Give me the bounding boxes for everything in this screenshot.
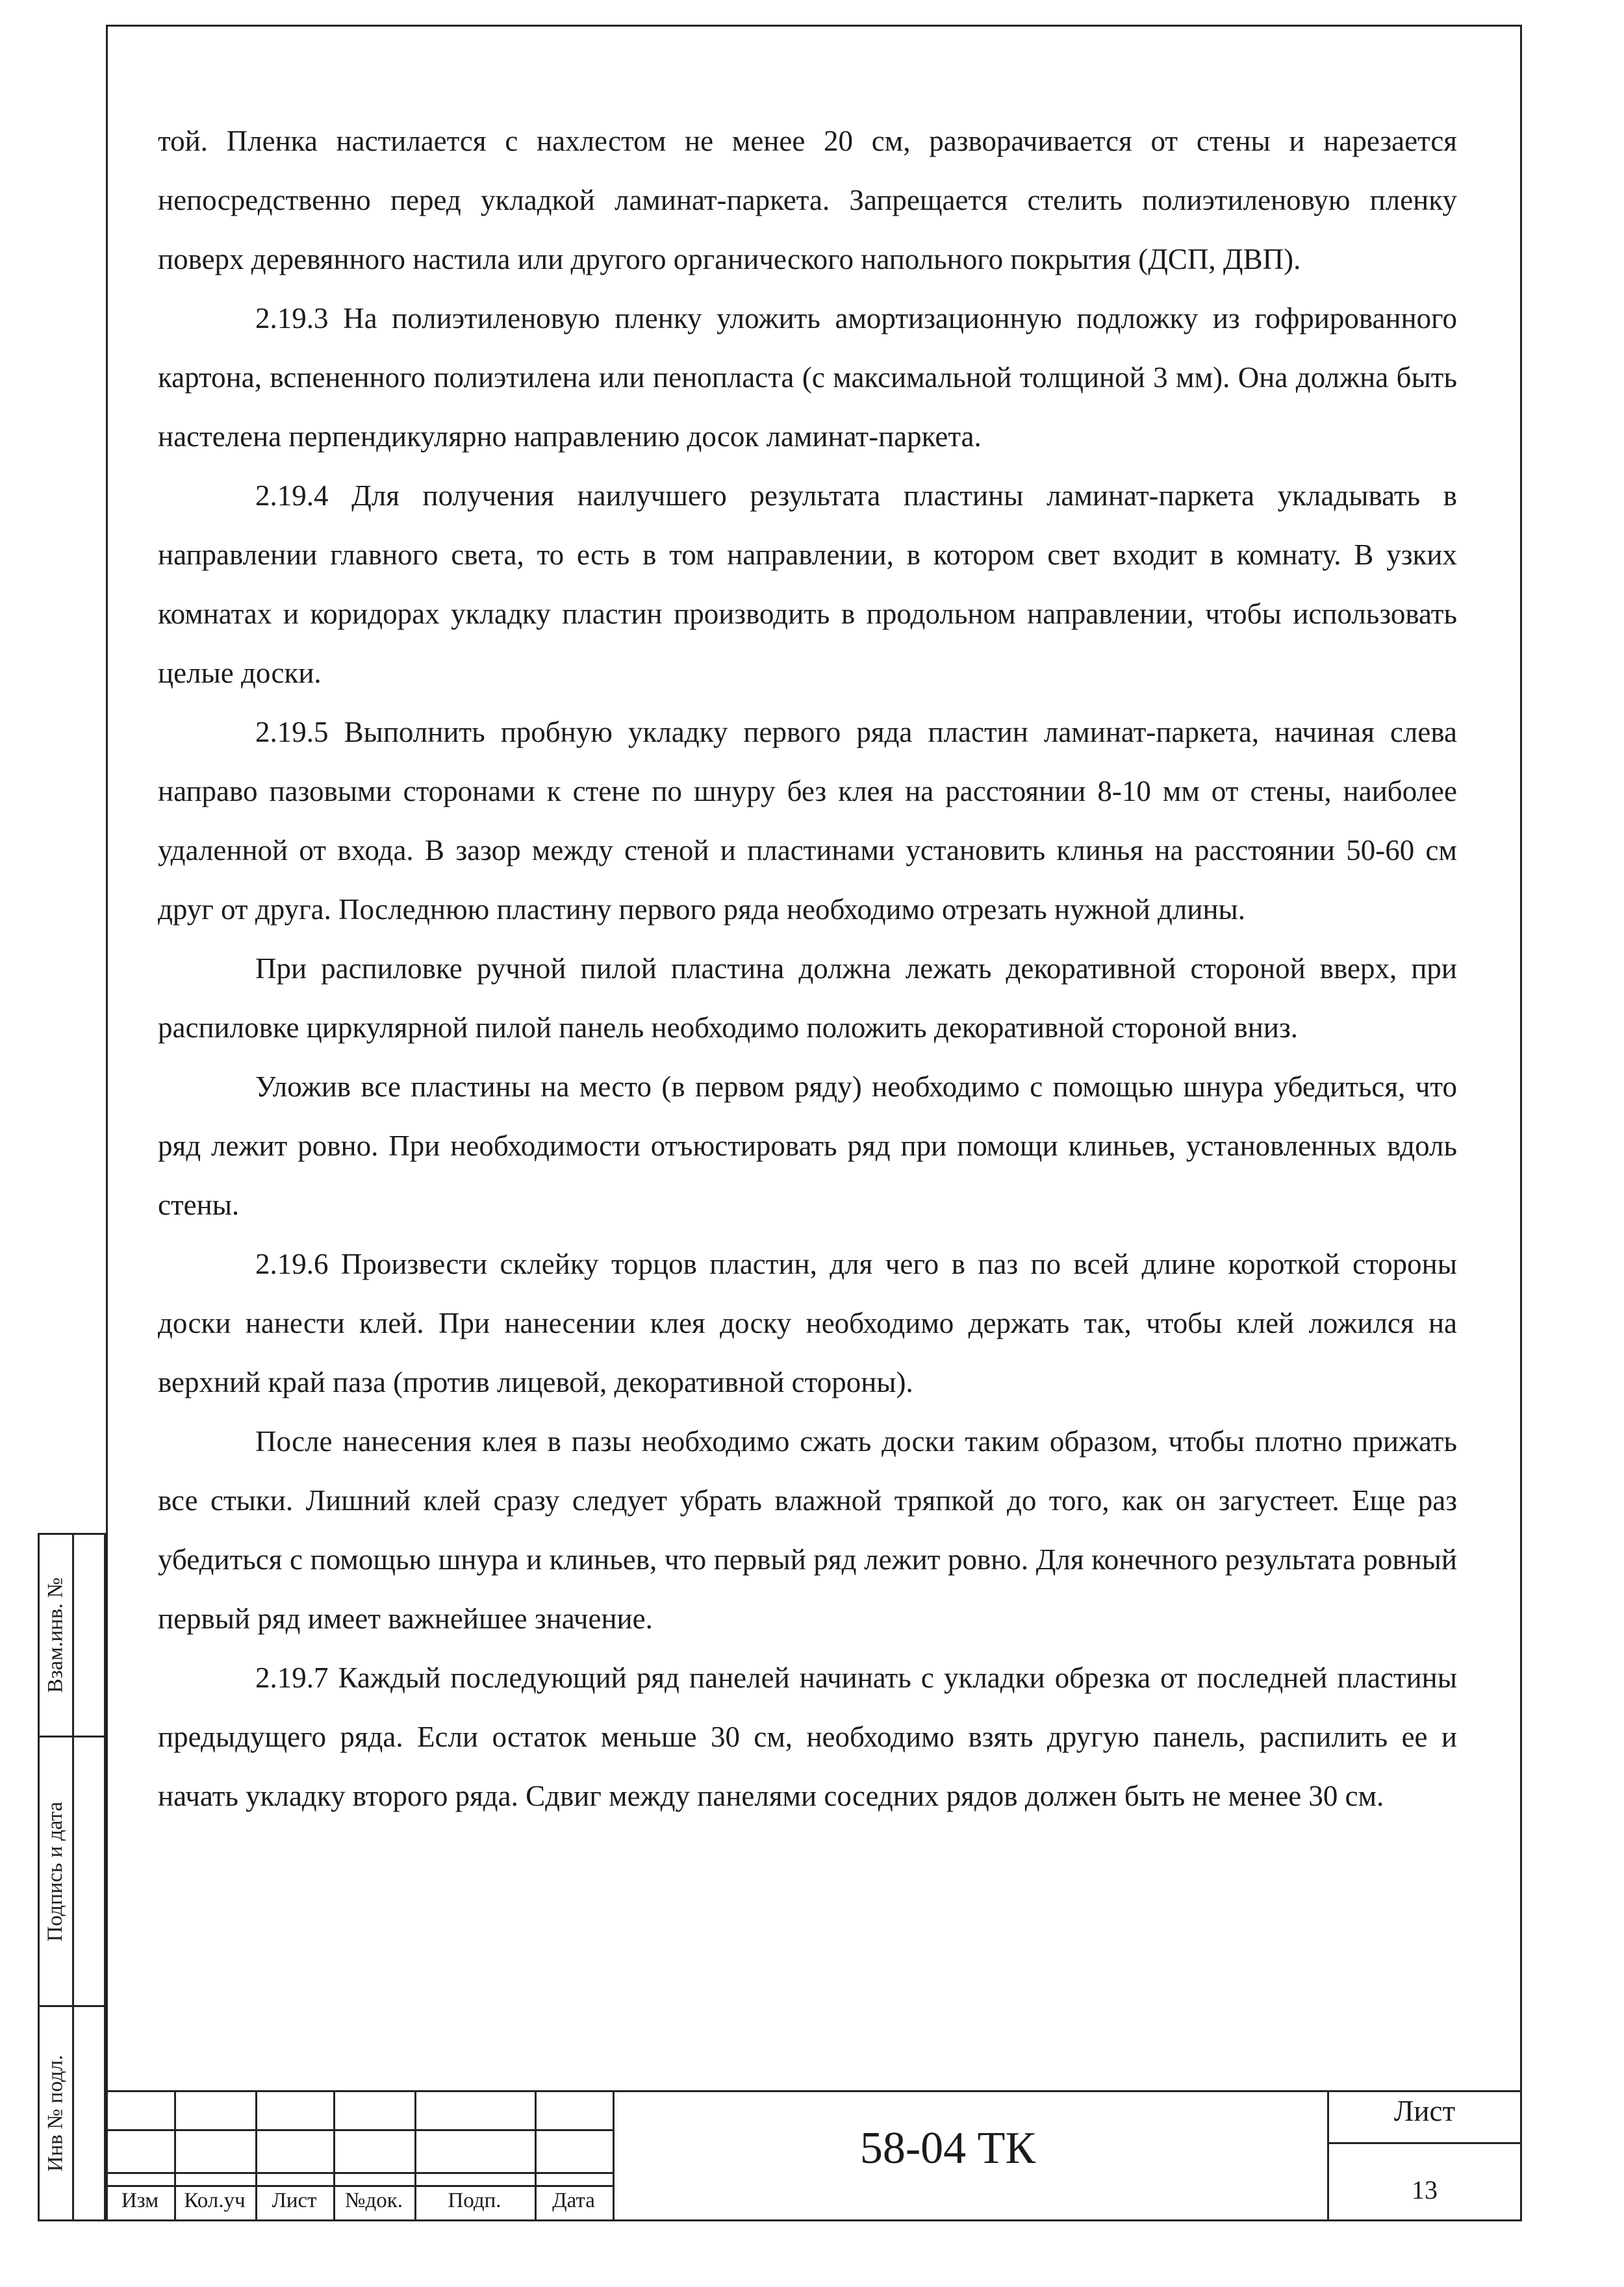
- paragraph: Уложив все пластины на место (в первом ряду) необходимо с помощью шнура убедиться, что ряд лежит ровно. При необходимости отъюстировать ряд при помощи клиньев, установленных вдоль стены.: [158, 1070, 1457, 1221]
- side-stamp: [38, 1533, 106, 2221]
- paragraph: той. Пленка настилается с нахлестом не менее 20 см, разворачивается от стены и нарезается непосредственно перед укладкой ламинат-паркета. Запрещается стелить полиэтиленовую пленку поверх деревянного настила или другого органического напольного покрытия (ДСП, ДВП).: [158, 125, 1457, 275]
- col-list: Лист: [272, 2189, 317, 2212]
- vzam-inv-label: Взам.инв. №: [44, 1577, 68, 1693]
- side-cell-vzam: [38, 1533, 106, 1737]
- col-izm: Изм: [121, 2189, 159, 2212]
- paragraph: 2.19.5 Выполнить пробную укладку первого ряда пластин ламинат-паркета, начиная слева направо пазовыми сторонами к стене по шнуру без клея на расстоянии 8-10 мм от стены, наиболее удаленной от входа. В зазор между стеной и пластинами установить клинья на расстоянии 50-60 см друг от друга. Последнюю пластину первого ряда необходимо отрезать нужной длины.: [158, 716, 1457, 926]
- side-cell-podpis: [38, 1736, 106, 2007]
- col-ndok: №док.: [344, 2189, 403, 2212]
- sheet-label: Лист: [1393, 2095, 1456, 2127]
- side-cell-inv: [38, 2005, 106, 2221]
- col-kol-uch: Кол.уч: [184, 2189, 246, 2212]
- paragraph: 2.19.7 Каждый последующий ряд панелей начинать с укладки обрезка от последней пластины предыдущего ряда. Если остаток меньше 30 см, необходимо взять другую панель, распилить ее и начать укладку второго ряда. Сдвиг между панелями соседних рядов должен быть не менее 30 см.: [158, 1662, 1457, 1812]
- paragraph: После нанесения клея в пазы необходимо сжать доски таким образом, чтобы плотно прижать все стыки. Лишний клей сразу следует убрать влажной тряпкой до того, как он загустеет. Еще раз убедиться с помощью шнура и клиньев, что первый ряд лежит ровно. Для конечного результата ровный первый ряд имеет важнейшее значение.: [158, 1425, 1457, 1635]
- title-block: [106, 2090, 1522, 2221]
- document-body: [158, 112, 1457, 1826]
- paragraph: 2.19.6 Произвести склейку торцов пластин, для чего в паз по всей длине короткой стороны доски нанести клей. При нанесении клея доску необходимо держать так, чтобы клей ложился на верхний край паза (против лицевой, декоративной стороны).: [158, 1248, 1457, 1398]
- sheet-number: 13: [1412, 2175, 1438, 2205]
- paragraph: При распиловке ручной пилой пластина должна лежать декоративной стороной вверх, при распиловке циркулярной пилой панель необходимо положить декоративной стороной вниз.: [158, 952, 1457, 1044]
- inv-podl-label: Инв № подл.: [44, 2054, 68, 2172]
- col-podp: Подп.: [448, 2189, 501, 2212]
- podpis-data-label: Подпись и дата: [44, 1801, 68, 1941]
- document-code: 58-04 ТК: [859, 2123, 1036, 2173]
- paragraph: 2.19.4 Для получения наилучшего результата пластины ламинат-паркета укладывать в направлении главного света, то есть в том направлении, в котором свет входит в комнату. В узких комнатах и коридорах укладку пластин производить в продольном направлении, чтобы использовать целые доски.: [158, 479, 1457, 689]
- col-data: Дата: [552, 2189, 595, 2212]
- paragraph: 2.19.3 На полиэтиленовую пленку уложить амортизационную подложку из гофрированного картона, вспененного полиэтилена или пенопласта (с максимальной толщиной 3 мм). Она должна быть настелена перпендикулярно направлению досок ламинат-паркета.: [158, 302, 1457, 453]
